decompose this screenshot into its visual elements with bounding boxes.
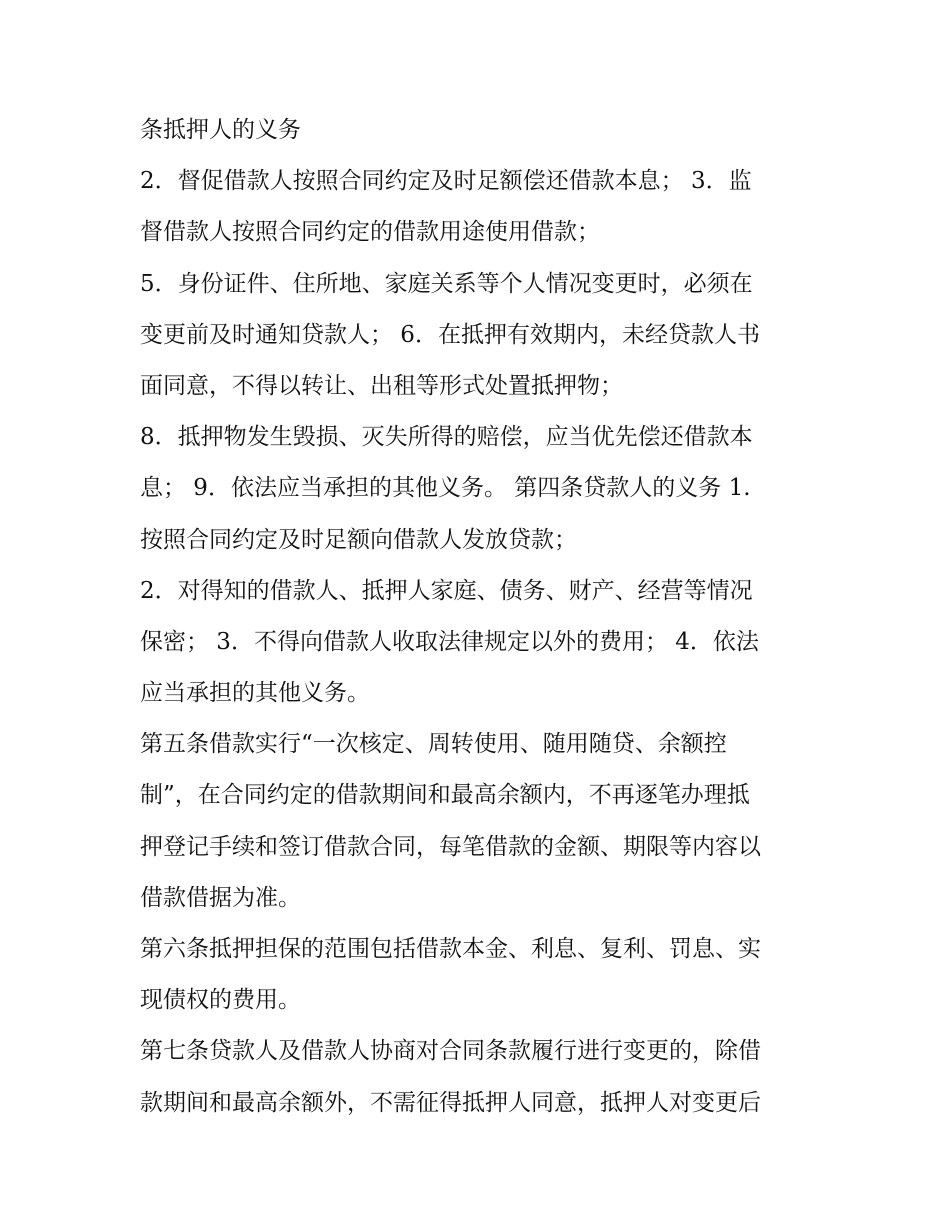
text-line: 款期间和最高余额外，不需征得抵押人同意，抵押人对变更后 (140, 1089, 761, 1116)
text-line: 现债权的费用。 (140, 987, 301, 1014)
text-line: 8．抵押物发生毁损、灭失所得的赔偿，应当优先偿还借款本 (140, 424, 753, 451)
text-line: 借款借据为准。 (140, 884, 301, 911)
document-body (140, 105, 820, 1129)
text-line: 督借款人按照合同约定的借款用途使用借款； (140, 219, 600, 246)
text-line: 2．督促借款人按照合同约定及时足额偿还借款本息； 3．监 (140, 168, 752, 195)
text-line: 5．身份证件、住所地、家庭关系等个人情况变更时，必须在 (140, 270, 753, 297)
text-line: 第五条借款实行“一次核定、周转使用、随用随贷、余额控 (140, 731, 727, 758)
text-line: 按照合同约定及时足额向借款人发放贷款； (140, 526, 577, 553)
text-line: 制”，在合同约定的借款期间和最高余额内，不再逐笔办理抵 (140, 782, 750, 809)
text-line: 变更前及时通知贷款人； 6．在抵押有效期内，未经贷款人书 (140, 321, 760, 348)
text-line: 2．对得知的借款人、抵押人家庭、债务、财产、经营等情况 (140, 577, 753, 604)
text-line: 面同意，不得以转让、出租等形式处置抵押物； (140, 372, 623, 399)
text-line: 条抵押人的义务 (140, 117, 301, 143)
text-line: 第七条贷款人及借款人协商对合同条款履行进行变更的，除借 (140, 1038, 761, 1065)
text-line: 押登记手续和签订借款合同，每笔借款的金额、期限等内容以 (140, 833, 761, 860)
text-line: 第六条抵押担保的范围包括借款本金、利息、复利、罚息、实 (140, 936, 761, 962)
text-line: 息； 9．依法应当承担的其他义务。 第四条贷款人的义务 1. (140, 475, 751, 502)
text-line: 应当承担的其他义务。 (140, 680, 370, 707)
text-line: 保密； 3．不得向借款人收取法律规定以外的费用； 4．依法 (140, 628, 759, 655)
